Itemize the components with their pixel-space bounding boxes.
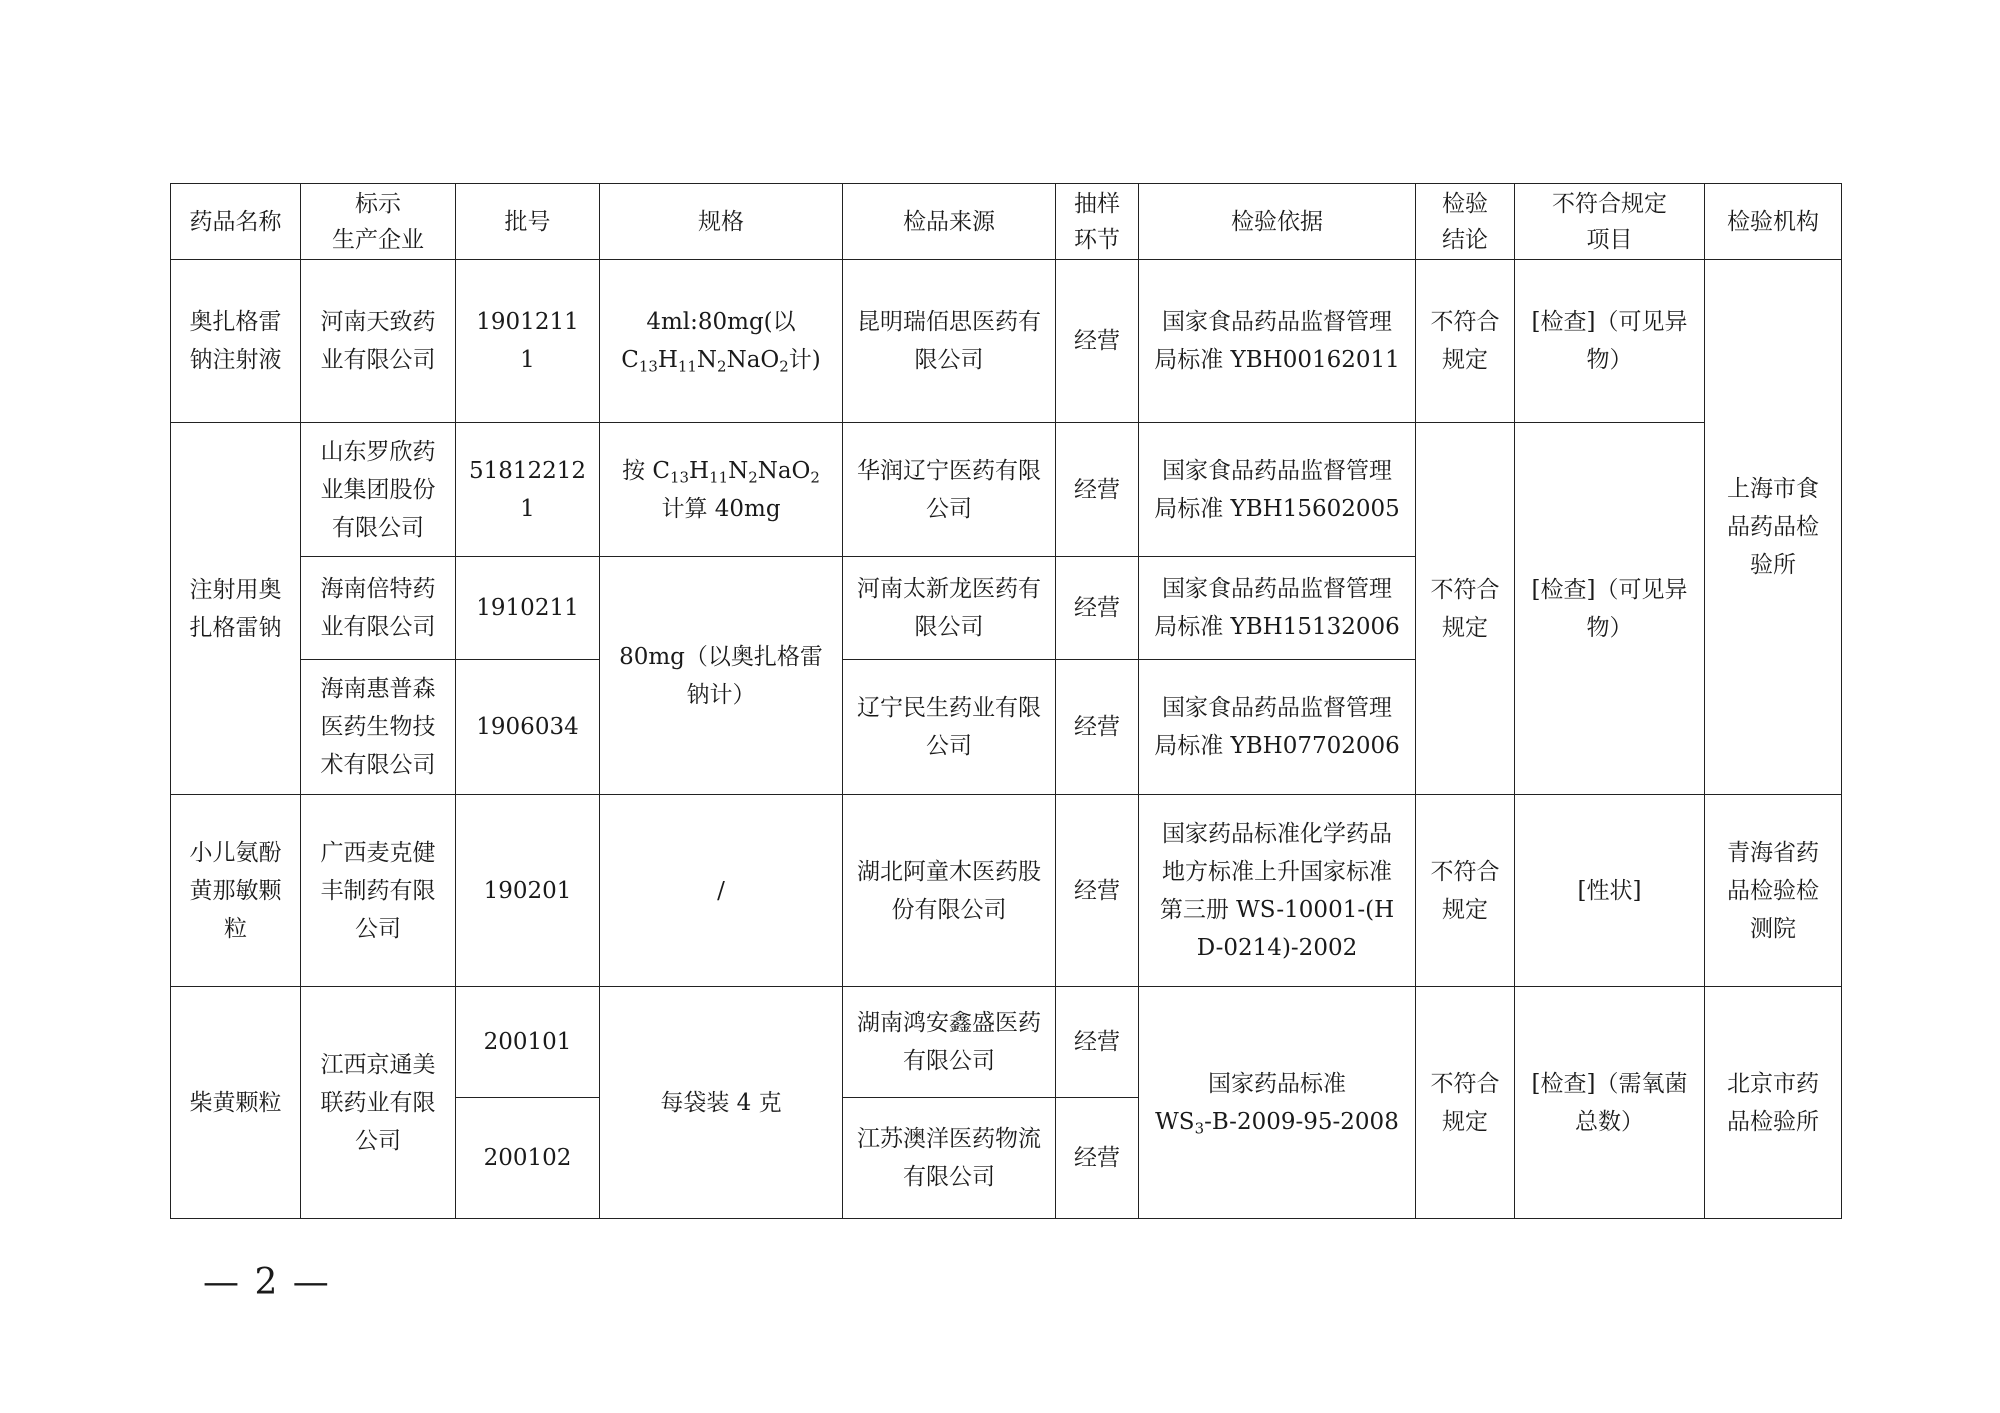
cell-source: 昆明瑞佰思医药有限公司 <box>843 260 1056 423</box>
cell-drug-name: 奥扎格雷钠注射液 <box>171 260 301 423</box>
formula-subscript: 2 <box>779 357 789 376</box>
header-institution: 检验机构 <box>1705 184 1842 260</box>
cell-conclusion: 不符合规定 <box>1416 987 1515 1219</box>
header-sampling-line2: 环节 <box>1074 226 1120 253</box>
cell-source: 河南太新龙医药有限公司 <box>843 557 1056 660</box>
table-row <box>171 260 1842 423</box>
formula-subscript: 11 <box>709 467 729 486</box>
table-row <box>171 987 1842 1098</box>
header-basis: 检验依据 <box>1139 184 1416 260</box>
drug-inspection-table <box>170 183 1842 1219</box>
cell-sampling: 经营 <box>1056 660 1139 795</box>
table-row <box>171 423 1842 557</box>
spec-text: 按 C <box>622 457 670 484</box>
formula-part: N <box>728 457 749 484</box>
formula-part: N <box>696 347 718 373</box>
cell-manufacturer: 山东罗欣药业集团股份有限公司 <box>301 423 456 557</box>
header-manufacturer <box>301 184 456 260</box>
cell-sampling: 经营 <box>1056 423 1139 557</box>
cell-conclusion: 不符合规定 <box>1416 795 1515 987</box>
cell-drug-name: 柴黄颗粒 <box>171 987 301 1219</box>
header-nonconform-line1: 不符合规定 <box>1552 190 1667 217</box>
basis-code-rest: -B-2009-95-2008 <box>1204 1108 1399 1135</box>
header-conclusion <box>1416 184 1515 260</box>
table-row <box>171 795 1842 987</box>
cell-conclusion: 不符合规定 <box>1416 423 1515 795</box>
formula-subscript: 13 <box>638 357 658 376</box>
formula-part: H <box>657 347 678 373</box>
cell-basis <box>1139 987 1416 1219</box>
cell-manufacturer: 江西京通美联药业有限公司 <box>301 987 456 1219</box>
header-nonconform-item <box>1515 184 1705 260</box>
cell-institution: 青海省药品检验检测院 <box>1705 795 1842 987</box>
page-number: — 2 — <box>203 1262 331 1303</box>
header-manufacturer-line1: 标示 <box>355 190 401 217</box>
cell-source: 辽宁民生药业有限公司 <box>843 660 1056 795</box>
header-source: 检品来源 <box>843 184 1056 260</box>
header-nonconform-line2: 项目 <box>1586 226 1633 253</box>
cell-nonconform-item: [检查]（需氧菌总数） <box>1515 987 1705 1219</box>
header-manufacturer-line2: 生产企业 <box>332 226 424 253</box>
cell-basis: 国家食品药品监督管理局标准 YBH15602005 <box>1139 423 1416 557</box>
header-drug-name: 药品名称 <box>171 184 301 260</box>
formula-part: NaO <box>757 457 811 484</box>
cell-spec <box>600 260 843 423</box>
header-row <box>171 184 1842 260</box>
spec-text: 计) <box>788 347 821 373</box>
cell-spec: 每袋装 4 克 <box>600 987 843 1219</box>
spec-text: 计算 40mg <box>661 495 781 522</box>
cell-drug-name: 注射用奥扎格雷钠 <box>171 423 301 795</box>
cell-sampling: 经营 <box>1056 557 1139 660</box>
header-batch: 批号 <box>456 184 600 260</box>
cell-sampling: 经营 <box>1056 260 1139 423</box>
cell-institution: 上海市食品药品检验所 <box>1705 260 1842 795</box>
formula-subscript: 2 <box>810 467 820 486</box>
formula-subscript: 2 <box>717 357 727 376</box>
basis-code: WS <box>1155 1108 1195 1135</box>
cell-manufacturer: 广西麦克健丰制药有限公司 <box>301 795 456 987</box>
cell-basis: 国家药品标准化学药品地方标准上升国家标准第三册 WS-10001-(HD-0214)-2002 <box>1139 795 1416 987</box>
basis-code-subscript: 3 <box>1194 1118 1205 1137</box>
cell-drug-name: 小儿氨酚黄那敏颗粒 <box>171 795 301 987</box>
cell-spec: / <box>600 795 843 987</box>
formula-part: C <box>621 347 639 373</box>
formula-part: H <box>689 457 710 484</box>
cell-spec <box>600 423 843 557</box>
cell-source: 湖北阿童木医药股份有限公司 <box>843 795 1056 987</box>
cell-nonconform-item: [检查]（可见异物） <box>1515 423 1705 795</box>
cell-batch: 1901211 1 <box>456 260 600 423</box>
formula-subscript: 11 <box>677 357 697 376</box>
cell-batch: 1910211 <box>456 557 600 660</box>
cell-basis: 国家食品药品监督管理局标准 YBH07702006 <box>1139 660 1416 795</box>
formula-subscript: 2 <box>748 467 758 486</box>
cell-batch: 200101 <box>456 987 600 1098</box>
cell-source: 华润辽宁医药有限公司 <box>843 423 1056 557</box>
cell-nonconform-item: [检查]（可见异物） <box>1515 260 1705 423</box>
basis-text: 国家药品标准 <box>1208 1070 1346 1097</box>
cell-sampling: 经营 <box>1056 987 1139 1098</box>
cell-batch: 200102 <box>456 1098 600 1219</box>
cell-spec: 80mg（以奥扎格雷钠计） <box>600 557 843 795</box>
header-conclusion-line2: 结论 <box>1442 226 1488 253</box>
header-sampling-line1: 抽样 <box>1074 190 1120 217</box>
cell-manufacturer: 海南倍特药业有限公司 <box>301 557 456 660</box>
cell-source: 湖南鸿安鑫盛医药有限公司 <box>843 987 1056 1098</box>
cell-batch: 518122121 <box>456 423 600 557</box>
cell-sampling: 经营 <box>1056 1098 1139 1219</box>
header-spec: 规格 <box>600 184 843 260</box>
cell-manufacturer: 海南惠普森医药生物技术有限公司 <box>301 660 456 795</box>
cell-source: 江苏澳洋医药物流有限公司 <box>843 1098 1056 1219</box>
cell-conclusion: 不符合规定 <box>1416 260 1515 423</box>
header-sampling <box>1056 184 1139 260</box>
cell-basis: 国家食品药品监督管理局标准 YBH00162011 <box>1139 260 1416 423</box>
cell-nonconform-item: [性状] <box>1515 795 1705 987</box>
cell-batch: 1906034 <box>456 660 600 795</box>
spec-text: 4ml:80mg(以 <box>646 309 796 335</box>
cell-manufacturer: 河南天致药业有限公司 <box>301 260 456 423</box>
formula-part: NaO <box>726 347 780 373</box>
cell-basis: 国家食品药品监督管理局标准 YBH15132006 <box>1139 557 1416 660</box>
cell-batch: 190201 <box>456 795 600 987</box>
cell-sampling: 经营 <box>1056 795 1139 987</box>
header-conclusion-line1: 检验 <box>1442 190 1488 217</box>
formula-subscript: 13 <box>669 467 689 486</box>
cell-institution: 北京市药品检验所 <box>1705 987 1842 1219</box>
